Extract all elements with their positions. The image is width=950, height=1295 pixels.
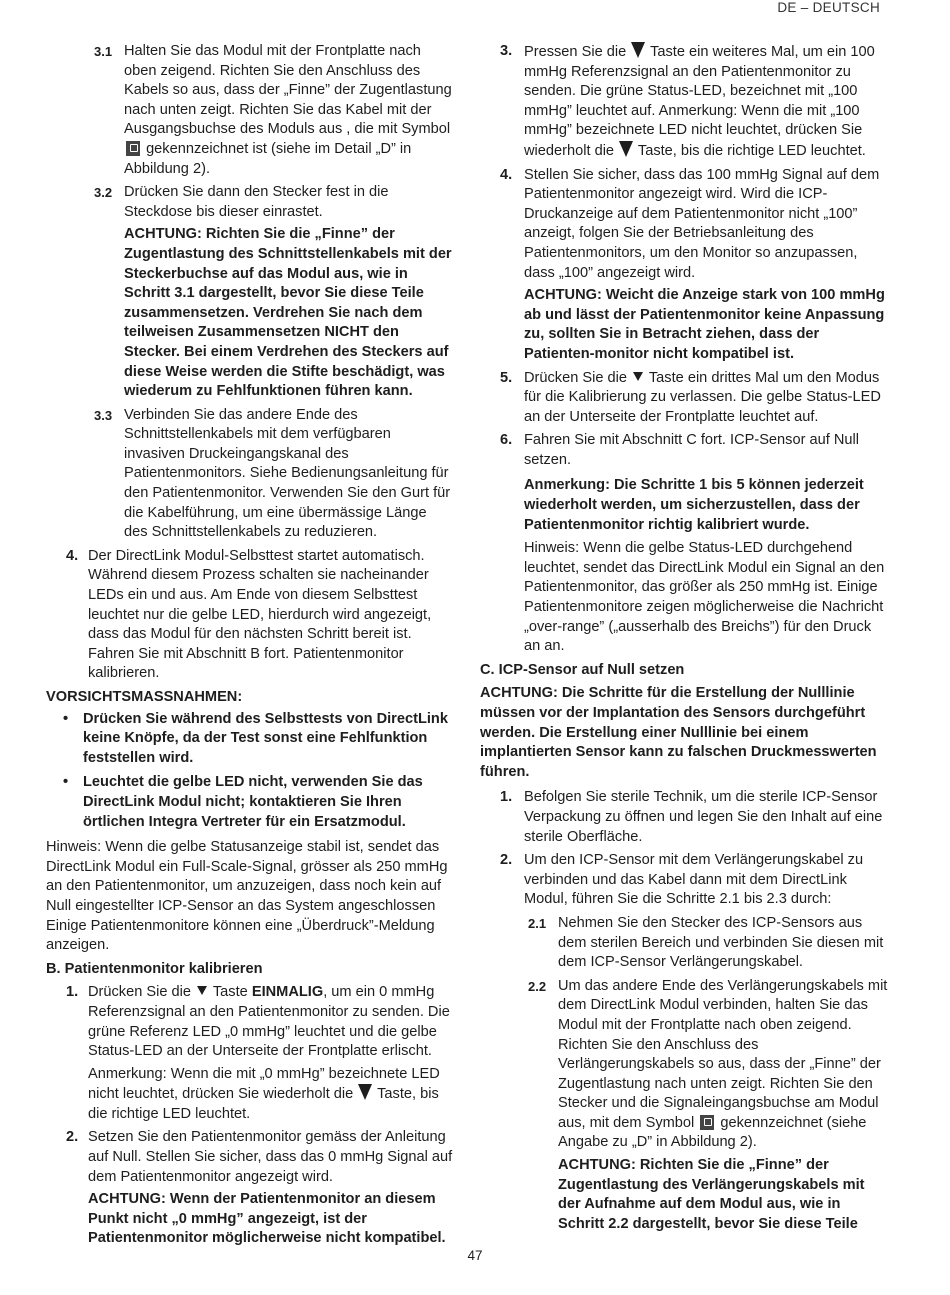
step-3: 3. Pressen Sie die Taste ein weiteres Mal, um ein 100 mmHg Referenzsignal an den Patientenmonitor zu senden. Die grüne Status-LED, bezeichnet mit „100 mmHg” leuchtet auf. Anmerkung: Wenn die mit „100 mmHg” bezeichnete LED nicht leuchtet, drücken Sie wiederholt die Taste, bis die richtige LED leuchtet. (500, 42, 890, 162)
left-column (46, 42, 454, 1253)
page-header-language: DE – DEUTSCH (777, 0, 880, 15)
step-c-1: 1. Befolgen Sie sterile Technik, um die sterile ICP-Sensor Verpackung zu öffnen und legen Sie den Inhalt auf eine sterile Oberfläche. (500, 788, 890, 847)
warning-text: ACHTUNG: Richten Sie die „Finne” der Zugentlastung des Schnittstellenkabels mit der Steckerbuchse auf das Modul aus, wie in Schritt 3.1 dargestellt, bevor Sie diese Teile zusammensetzen. Verdrehen Sie nach dem teilweisen Zusammensetzen NICHT den Stecker. Bei einem Verdrehen des Steckers auf diese Weise werden die Stifte beschädigt, was wiederum zu Fehlfunktionen führen kann. (124, 226, 452, 400)
step-3-3: 3.3 Verbinden Sie das andere Ende des Schnittstellenkabels mit dem verfügbaren invasiven Druckeingangskanal des Patientenmonitors. Siehe Bedienungsanleitung für den Patientenmonitor. Verwenden Sie den Gurt für die Kabelführung, um eine übermässige Länge des Schnittstellenkabels zu reduzieren. (94, 406, 454, 543)
hint-text: Hinweis: Wenn die gelbe Statusanzeige stabil ist, sendet das DirectLink Modul ein Full-Scale-Signal, grösser als 250 mmHg an den Patientenmonitor, um anzuzeigen, dass noch kein auf Null eingestellter ICP-Sensor an das System angeschlossen Einige Patientenmonitore können eine „Überdruck”-Meldung anzeigen. (46, 839, 448, 954)
note-text: Anmerkung: Die Schritte 1 bis 5 können jederzeit wiederholt werden, um sicherzustellen, dass der Patientenmonitor richtig kalibriert wurde. (524, 477, 864, 533)
section-c-warning: ACHTUNG: Die Schritte für die Erstellung der Nulllinie müssen vor der Implantation des Sensors durchgeführt werden. Die Erstellung einer Nulllinie bei einem implantierten Sensor kann zu falschen Druckmesswerten führen. (480, 685, 877, 780)
step-c-2-1: 2.1 Nehmen Sie den Stecker des ICP-Sensors aus dem sterilen Bereich und verbinden Sie diesen mit dem ICP-Sensor Verlängerungskabel. (528, 914, 890, 973)
right-column (480, 42, 890, 1238)
step-3-2: 3.2 Drücken Sie dann den Stecker fest in die Steckdose bis dieser einrastet. ACHTUNG: Richten Sie die „Finne” der Zugentlastung des Schnittstellenkabels mit der Steckerbuchse auf das Modul aus, wie in Schritt 3.1 dargestellt, bevor Sie diese Teile zusammensetzen. Verdrehen Sie nach dem teilweisen Zusammensetzen NICHT den Stecker. Bei einem Verdrehen des Steckers auf diese Weise werden die Stifte beschädigt, was wiederum zu Fehlfunktionen führen kann. (94, 183, 454, 402)
section-b-heading: B. Patientenmonitor kalibrieren (46, 960, 263, 977)
step-6: 6. Fahren Sie mit Abschnitt C fort. ICP-Sensor auf Null setzen. Anmerkung: Die Schritte 1 bis 5 können jederzeit wiederholt werden, um sicherzustellen, dass der Patientenmonitor richtig kalibriert wurde. Hinweis: Wenn die gelbe Status-LED durchgehend leuchtet, sendet das DirectLink Modul ein Signal an den Patientenmonitor, das größer als 250 mmHg ist. Einige Patientenmonitore zeigen möglicherweise die Nachricht „over-range” („ausserhalb des Breichs”) für den Druck an an. (500, 431, 890, 657)
step-c-2: 2. Um den ICP-Sensor mit dem Verlängerungskabel zu verbinden und das Kabel dann mit dem DirectLink Modul, führen Sie die Schritte 2.1 bis 2.3 durch: (500, 851, 890, 910)
precautions-heading: VORSICHTSMASSNAHMEN: (46, 689, 243, 705)
step-number: 3.1 (94, 44, 113, 59)
down-arrow-icon (619, 141, 633, 157)
hint-text: Hinweis: Wenn die gelbe Status-LED durchgehend leuchtet, sendet das DirectLink Modul ein Signal an den Patientenmonitor, das größer als 250 mmHg ist. Einige Patientenmonitore zeigen möglicherweise die Nachricht „over-range” („ausserhalb des Breichs”) für den Druck an an. (524, 540, 885, 655)
warning-text: ACHTUNG: Weicht die Anzeige stark von 100 mmHg ab und lässt der Patientenmonitor keine Anpassung zu, sollten Sie in Betracht ziehen, dass der Patienten-monitor nicht kompatibel ist. (524, 287, 885, 362)
step-3-1: 3.1 Halten Sie das Modul mit der Frontplatte nach oben zeigend. Richten Sie den Anschluss des Kabels so aus, dass der „Finne” der Zugentlastung nach unten zeigt. Richten Sie das Kabel mit der Ausgangsbuchse des Moduls aus , die mit Symbol gekennzeichnet ist (siehe im Detail „D” in Abbildung 2). (94, 42, 454, 179)
step-c-2-2: 2.2 Um das andere Ende des Verlängerungskabels mit dem DirectLink Modul verbinden, halten Sie das Modul mit der Frontplatte nach oben zeigend. Richten Sie den Anschluss des Verlängerungskabels so aus, dass der „Finne” der Zugentlastung nach unten zeigt. Richten Sie den Stecker und die Signaleingangsbuchse am Modul aus, mit dem Symbol gekennzeichnet (siehe Angabe zu „D” in Abbildung 2). ACHTUNG: Richten Sie die „Finne” der Zugentlastung des Verlängerungskabels mit der Aufnahme auf dem Modul aus, wie in Schritt 2.2 dargestellt, bevor Sie diese Teile (528, 977, 890, 1235)
step-b-1: 1. Drücken Sie die Taste EINMALIG, um ein 0 mmHg Referenzsignal an den Patientenmonitor zu senden. Die grüne Referenz LED „0 mmHg” leuchtet und die gelbe Status-LED an der Unterseite der Frontplatte erlischt. Anmerkung: Wenn die mit „0 mmHg” bezeichnete LED nicht leuchtet, drücken Sie wiederholt die Taste, bis die richtige LED leuchtet. (66, 983, 454, 1124)
warning-text: ACHTUNG: Wenn der Patientenmonitor an diesem Punkt nicht „0 mmHg” angezeigt, ist der Patientenmonitor möglicherweise nicht kompatibel. (88, 1191, 446, 1247)
down-arrow-icon (631, 42, 645, 58)
step-number: 3.2 (94, 185, 113, 201)
precautions-list (46, 710, 454, 833)
step-number: 4. (66, 547, 79, 564)
connector-symbol-icon (126, 141, 140, 156)
step-number: 1. (66, 984, 79, 1001)
warning-text: ACHTUNG: Richten Sie die „Finne” der Zugentlastung des Verlängerungskabels mit der Aufnahme auf dem Modul aus, wie in Schritt 2.2 dargestellt, bevor Sie diese Teile (558, 1157, 865, 1232)
step-number: 5. (500, 369, 513, 386)
step-4: 4. Stellen Sie sicher, dass das 100 mmHg Signal auf dem Patientenmonitor angezeigt wird. Wird die ICP-Druckanzeige auf dem Patientenmonitor nicht „100” anzeigt, folgen Sie der Betriebsanleitung des Patientenmonitors, um den Monitor so anzupassen, dass „100” angezeigt wird. ACHTUNG: Weicht die Anzeige stark von 100 mmHg ab und lässt der Patientenmonitor keine Anpassung zu, sollten Sie in Betracht ziehen, dass der Patienten-monitor nicht kompatibel ist. (500, 166, 890, 365)
list-item: • Drücken Sie während des Selbsttests von DirectLink keine Knöpfe, da der Test sonst eine Fehlfunktion feststellen wird. (63, 710, 448, 766)
section-c-heading: C. ICP-Sensor auf Null setzen (480, 661, 685, 678)
step-number: 2. (66, 1129, 79, 1146)
step-number: 2.2 (528, 978, 547, 994)
step-number: 2.1 (528, 915, 547, 931)
step-number: 1. (500, 789, 513, 806)
list-item: • Leuchtet die gelbe LED nicht, verwenden Sie das DirectLink Modul nicht; kontaktieren Sie Ihren örtlichen Integra Vertreter für ein Ersatzmodul. (63, 774, 423, 830)
down-arrow-icon (633, 372, 643, 381)
step-number: 3. (500, 43, 513, 59)
step-b-2: 2. Setzen Sie den Patientenmonitor gemäss der Anleitung auf Null. Stellen Sie sicher, dass das 0 mmHg Signal auf dem Patientenmonitor angezeigt wird. ACHTUNG: Wenn der Patientenmonitor an diesem Punkt nicht „0 mmHg” angezeigt, ist der Patientenmonitor möglicherweise nicht kompatibel. (66, 1128, 454, 1249)
step-5: 5. Drücken Sie die Taste ein drittes Mal um den Modus für die Kalibrierung zu verlassen. Die gelbe Status-LED an der Unterseite der Frontplatte leuchtet auf. (500, 369, 890, 428)
down-arrow-icon (358, 1084, 372, 1100)
step-4: 4. Der DirectLink Modul-Selbsttest startet automatisch. Während diesem Prozess schalten sie nacheinander LEDs ein und aus. Am Ende von diesem Selbsttest leuchtet nur die gelbe LED, hierdurch wird angezeigt, dass das Modul für den nächsten Schritt bereit ist. Fahren Sie mit Abschnitt B fort. Patientenmonitor kalibrieren. (66, 547, 454, 684)
connector-symbol-icon (700, 1115, 714, 1130)
step-number: 6. (500, 432, 513, 449)
note-text: Anmerkung: Wenn die mit „0 mmHg” bezeichnete LED nicht leuchtet, drücken Sie wiederholt die Taste, bis die richtige LED leuchtet. (88, 1065, 440, 1122)
down-arrow-icon (197, 986, 207, 995)
page-number: 47 (467, 1248, 483, 1263)
step-number: 4. (500, 166, 513, 183)
step-number: 3.3 (94, 407, 113, 423)
step-number: 2. (500, 852, 513, 869)
